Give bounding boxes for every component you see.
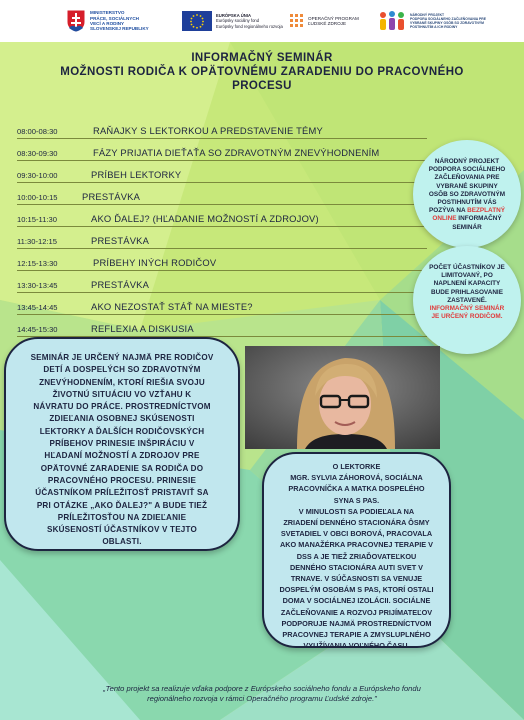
lecturer-line: AKO MANAŽÉRKA PRACOVNEJ TERAPIE V xyxy=(280,540,433,550)
schedule-row xyxy=(17,161,427,183)
description-line: LEKTORKY A ĎALŠÍCH RODIČOVSKÝCH xyxy=(39,426,205,436)
invitation-line: POSTIHNUTÍM VÁS xyxy=(437,199,497,207)
op-line: OPERAČNÝ PROGRAM xyxy=(308,15,359,21)
schedule-row xyxy=(17,183,427,205)
invitation-suffix: INFORMAČNÝ xyxy=(456,215,502,223)
description-line: ZDIEĽANIA OSOBNEJ SKÚSENOSTI xyxy=(49,414,195,424)
lecturer-line: TRNAVE. V SÚČASNOSTI SA VENUJE xyxy=(290,574,423,584)
capacity-line: BUDE PRIHLASOVANIE xyxy=(431,288,503,296)
about-lecturer-heading: O LEKTORKE xyxy=(332,462,381,471)
seminar-title: INFORMAČNÝ SEMINÁR xyxy=(191,52,333,64)
description-line: OPÄTOVNÉ ZARADENIE SA RODIČA DO xyxy=(40,463,204,473)
schedule-list xyxy=(17,117,427,337)
schedule-activity: PRESTÁVKA xyxy=(91,235,150,246)
description-line: NÁVRATU DO PRÁCE. PROSTREDNÍCTVOM xyxy=(33,402,211,412)
capacity-line: ZASTAVENÉ. xyxy=(447,296,487,304)
free-highlight: BEZPLATNÝ xyxy=(467,207,505,215)
lecturer-line: MGR. SYLVIA ZÁHOROVÁ, SOCIÁLNA xyxy=(290,473,423,483)
schedule-time: 11:30-12:15 xyxy=(17,237,57,246)
schedule-time: 08:00-08:30 xyxy=(17,127,58,136)
project-line: POSTIHNUTÍM A ICH RODINY xyxy=(410,25,458,30)
schedule-time: 09:30-10:00 xyxy=(17,171,58,180)
project-line: NÁRODNÝ PROJEKT xyxy=(410,12,445,17)
eu-flag-icon xyxy=(182,11,212,31)
description-line: DETÍ A DOSPELÝCH SO ZDRAVOTNÝM xyxy=(43,365,201,375)
logo-strip xyxy=(0,0,524,42)
schedule-row xyxy=(17,205,427,227)
project-line: VYBRANÉ SKUPINY OSÔB SO ZDRAVOTNÝM xyxy=(410,21,484,25)
schedule-time: 13:45-14:45 xyxy=(17,303,58,312)
eu-logo xyxy=(182,6,283,36)
eu-line: EURÓPSKA ÚNIA xyxy=(216,12,251,18)
invitation-line: SEMINÁR xyxy=(452,223,482,231)
description-line: SKÚSENOSTÍ ÚČASTNÍKOV V TEJTO xyxy=(46,525,197,535)
seminar-description-box xyxy=(4,337,240,551)
funding-footer xyxy=(24,684,500,704)
description-line: ZNEVÝHODNENÍM, KTORÍ RIEŠIA SVOJU xyxy=(39,377,205,387)
schedule-activity: PRÍBEH LEKTORKY xyxy=(91,169,182,180)
invitation-line: OSÔB SO ZDRAVOTNÝM xyxy=(428,190,506,198)
lecturer-line: ZRIADENÍ DENNÉHO STACIONÁRA ÔSMY xyxy=(283,518,430,528)
lecturer-line: DOSPELÝM OSOBÁM S PAS, KTORÍ OSTALI xyxy=(279,585,434,595)
schedule-row xyxy=(17,139,427,161)
invitation-line: PODPORA SOCIÁLNEHO xyxy=(428,166,506,174)
schedule-activity: AKO NEZOSTAŤ STÁŤ NA MIESTE? xyxy=(91,301,253,312)
schedule-row xyxy=(17,293,427,315)
lecturer-line: SVETADIEL V OBCI BOROVÁ, PRACOVALA xyxy=(280,529,433,539)
schedule-activity: PRESTÁVKA xyxy=(91,279,150,290)
schedule-activity: REFLEXIA A DISKUSIA xyxy=(91,323,194,334)
ministry-logo xyxy=(66,6,149,36)
schedule-row xyxy=(17,249,427,271)
capacity-line: LIMITOVANÝ, PO xyxy=(441,272,493,280)
project-invitation-circle xyxy=(413,140,521,248)
footer-line: regionálneho rozvoja v rámci Operačného programu Ľudské zdroje." xyxy=(147,694,377,703)
eu-line: Európsky fond regionálneho rozvoja xyxy=(216,23,283,29)
ministry-line: MINISTERSTVO xyxy=(90,10,125,16)
schedule-time: 14:45-15:30 xyxy=(17,325,58,334)
description-line: PRI OTÁZKE „AKO ĎALEJ?" A BUDE TIEŽ xyxy=(36,500,208,510)
schedule-activity: RAŇAJKY S LEKTORKOU A PREDSTAVENIE TÉMY xyxy=(93,125,323,136)
schedule-time: 08:30-09:30 xyxy=(17,149,58,158)
schedule-activity: FÁZY PRIJATIA DIEŤAŤA SO ZDRAVOTNÝM ZNEVÝHODNENÍM xyxy=(93,147,380,158)
invitation-line: ZAČLEŇOVANIA PRE xyxy=(434,174,500,182)
lecturer-line: DOMA V SOCIÁLNEJ IZOLÁCII. SOCIÁLNE xyxy=(282,596,431,606)
invitation-line: NÁRODNÝ PROJEKT xyxy=(434,158,500,165)
eu-line: Európsky sociálny fond xyxy=(216,18,260,24)
about-lecturer-box xyxy=(262,452,451,651)
description-line: ŽIVOTNÚ SITUÁCIU VO VZŤAHU K xyxy=(52,389,192,399)
op-logo xyxy=(290,6,359,36)
ministry-line: VECÍ A RODINY xyxy=(90,21,125,26)
lecturer-line: DENNÉHO STACIONÁRA AUTI SVET V xyxy=(289,562,424,572)
lecturer-line: VYUŽÍVANIA VOĽNÉHO ČASU. xyxy=(303,641,410,651)
schedule-activity: PRESTÁVKA xyxy=(82,191,141,202)
schedule-row xyxy=(17,315,427,337)
schedule-activity: AKO ĎALEJ? (HĽADANIE MOŽNOSTÍ A ZDROJOV) xyxy=(91,213,319,224)
schedule-row xyxy=(17,227,427,249)
ministry-line: SLOVENSKEJ REPUBLIKY xyxy=(90,26,149,32)
lecturer-line: ZAČLEŇOVANIE A ROZVOJ PRIJÍMATEĽOV xyxy=(280,607,433,617)
invitation-line: VYBRANÉ SKUPINY xyxy=(436,182,498,190)
slovak-coat-of-arms-icon xyxy=(66,9,86,33)
capacity-notice-circle xyxy=(413,246,521,354)
description-line: PRÍBEHOV PRINESIE INŠPIRÁCIU V xyxy=(49,439,195,449)
invitation-prefix: POZÝVA NA xyxy=(429,207,468,215)
schedule-activity: PRÍBEHY INÝCH RODIČOV xyxy=(93,257,217,268)
audience-note: INFORMAČNÝ SEMINÁR xyxy=(429,305,505,313)
footer-line: „Tento projekt sa realizuje vďaka podpore z Európskeho sociálneho fondu a Európskeho fondu xyxy=(103,684,421,693)
project-logo xyxy=(378,6,486,36)
audience-note: JE URČENÝ RODIČOM. xyxy=(431,313,503,321)
op-line: ĽUDSKÉ ZDROJE xyxy=(308,21,347,26)
description-line: ÚČASTNÍKOM PRÍLEŽITOSŤ PRISTAVIŤ SA xyxy=(35,488,209,498)
invitation-line xyxy=(413,215,521,223)
lecturer-line: V MINULOSTI SA PODIEĽALA NA xyxy=(298,506,415,516)
online-highlight: ONLINE xyxy=(432,215,457,223)
schedule-time: 10:00-10:15 xyxy=(17,193,58,202)
lecturer-line: PRACOVNÍČKA A MATKA DOSPELÉHO xyxy=(288,484,425,494)
description-line: PRÍLEŽITOSŤOU NA ZDIEĽANIE xyxy=(57,512,187,522)
lecturer-line: SYNA S PAS. xyxy=(333,495,380,505)
description-line: PRACOVNÉHO PROCESU. PRINESIE xyxy=(47,475,197,485)
lecturer-line: PODPORUJE NAJMÄ PROSTREDNÍCTVOM xyxy=(281,618,432,628)
schedule-row xyxy=(17,271,427,293)
lecturer-photo xyxy=(245,346,440,449)
lecturer-line: PRACOVNEJ TERAPIE A ZMYSLUPLNÉHO xyxy=(282,630,431,640)
schedule-time: 13:30-13:45 xyxy=(17,281,58,290)
project-line: PODPORA SOCIÁLNEHO ZAČLEŇOVANIA PRE xyxy=(410,16,486,21)
schedule-time: 10:15-11:30 xyxy=(17,215,57,224)
lecturer-line: DSS A JE TIEŽ ZRIAĎOVATEĽKOU xyxy=(296,551,417,561)
ministry-line: PRÁCE, SOCIÁLNYCH xyxy=(90,15,140,21)
people-group-icon xyxy=(378,10,406,32)
schedule-row xyxy=(17,117,427,139)
description-line: OBLASTI. xyxy=(102,537,142,547)
seminar-subtitle-line1: MOŽNOSTI RODIČA K OPÄTOVNÉMU ZARADENIU DO PRACOVNÉHO xyxy=(60,66,464,78)
capacity-line: NAPLNENÍ KAPACITY xyxy=(433,280,501,288)
seminar-subtitle-line2: PROCESU xyxy=(232,80,292,92)
description-line: HĽADANÍ MOŽNOSTÍ A ZDROJOV PRE xyxy=(44,451,200,461)
op-dots-icon xyxy=(290,14,304,28)
capacity-line: POČET ÚČASTNÍKOV JE xyxy=(429,264,505,271)
description-line: SEMINÁR JE URČENÝ NAJMÄ PRE RODIČOV xyxy=(30,353,214,362)
schedule-time: 12:15-13:30 xyxy=(17,259,58,268)
lecturer-portrait-image xyxy=(245,346,440,449)
